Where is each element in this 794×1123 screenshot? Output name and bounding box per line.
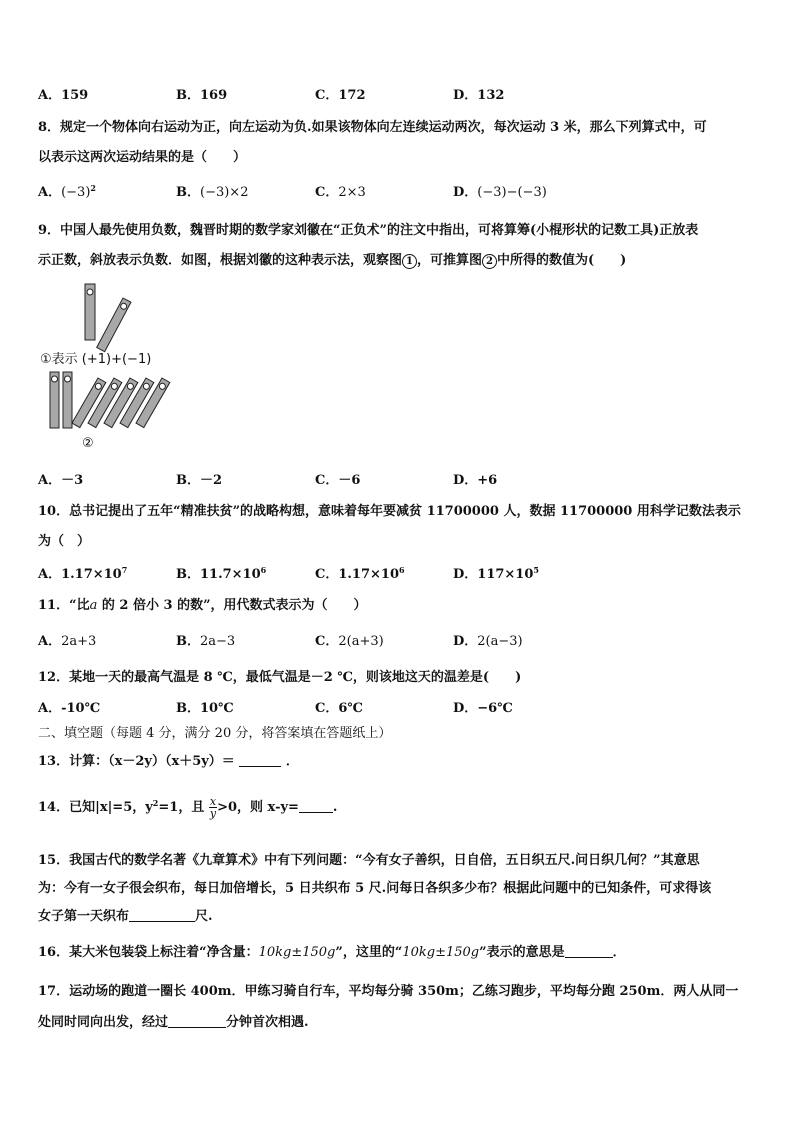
- q13-end: ．: [285, 754, 299, 769]
- q14-part2: =1，且: [158, 800, 205, 815]
- q9-option-c[interactable]: C．－6: [315, 473, 361, 488]
- q9-stem-line2: [38, 249, 626, 269]
- q14-end: .: [332, 800, 338, 815]
- q11-option-c-label: C．: [315, 634, 339, 649]
- q10-stem-line2: 为（ ）: [38, 534, 91, 549]
- q8-option-a-label: A．: [38, 185, 62, 200]
- q8-option-d-expr: (−3)−(−3): [477, 185, 547, 200]
- q8-option-b[interactable]: [176, 181, 248, 200]
- q12-options: [38, 697, 758, 715]
- q17-stem-line2: [38, 1011, 309, 1030]
- q8-option-a[interactable]: [38, 181, 96, 200]
- q10-option-d[interactable]: [453, 563, 539, 582]
- q9-stem-line1: 9．中国人最先使用负数，魏晋时期的数学家刘徽在“正负术”的注文中指出，可将算筹(小棍形状的记数工具)正放表: [38, 223, 699, 238]
- q17-stem-line1: 17．运动场的跑道一圈长 400m．甲练习骑自行车，平均每分骑 350m；乙练习跑步，平均每分跑 250m．两人从同一: [38, 984, 739, 999]
- q9-stem-part-c: 中所得的数值为( ): [497, 253, 627, 268]
- q7-option-a[interactable]: A．159: [38, 88, 89, 103]
- q9-stem-part-b: ，可推算图: [417, 253, 483, 268]
- q15-line3-end: 尺.: [195, 909, 213, 924]
- q17-line2-text: 处同时同向出发，经过: [38, 1015, 169, 1030]
- q7-option-d[interactable]: D．132: [453, 88, 505, 103]
- figure1-caption: ①表示 (+1)+(−1): [40, 352, 152, 367]
- q8-option-d-label: D．: [453, 185, 478, 200]
- q10-option-d-base: D．117×10: [453, 567, 534, 582]
- q11-option-b-expr: 2a−3: [200, 634, 236, 649]
- q11-option-a-label: A．: [38, 634, 62, 649]
- q10-option-c-base: C．1.17×10: [315, 567, 399, 582]
- q11-stem-suffix: 的 2 倍小 3 的数”，用代数式表示为（ ）: [97, 598, 367, 613]
- q13-stem: [38, 750, 299, 769]
- q8-option-c[interactable]: [315, 181, 366, 200]
- circled-1-icon: 1: [402, 254, 417, 269]
- q14-stem: [38, 788, 337, 818]
- q11-stem-prefix: 11．“比: [38, 598, 90, 613]
- rod-positive-icon: [85, 284, 95, 340]
- q11-option-d-label: D．: [453, 634, 478, 649]
- q11-option-b-label: B．: [176, 634, 200, 649]
- q11-option-c[interactable]: [315, 630, 384, 649]
- q16-end: ．: [612, 945, 626, 960]
- q11-options: [38, 630, 758, 648]
- q11-stem: [38, 594, 367, 613]
- q9-option-b[interactable]: B．－2: [176, 473, 223, 488]
- q14-fraction: [209, 796, 217, 819]
- q16-answer-blank[interactable]: [565, 945, 613, 958]
- q12-stem: 12．某地一天的最高气温是 8 ℃，最低气温是－2 ℃，则该地这天的温差是( ): [38, 670, 522, 685]
- counting-rods-svg: [38, 282, 198, 452]
- q16-stem: [38, 941, 626, 960]
- q15-line3-text: 女子第一天织布: [38, 909, 130, 924]
- q16-expr-1: 10kg±150g: [258, 945, 336, 960]
- q16-expr-2: 10kg±150g: [402, 945, 480, 960]
- q13-text: 13．计算：（x－2y）（x＋5y）＝: [38, 754, 235, 769]
- q8-options: [38, 181, 758, 199]
- q12-option-a[interactable]: A．-10℃: [38, 701, 101, 716]
- rod-negative-icon: [97, 298, 131, 352]
- q10-option-a-exp: 7: [121, 565, 128, 575]
- q8-stem-line2: 以表示这两次运动结果的是（ ）: [38, 150, 247, 165]
- q11-variable: a: [89, 598, 98, 613]
- q7-options: [38, 84, 758, 102]
- q15-stem-line1: 15．我国古代的数学名著《九章算术》中有下列问题：“今有女子善织，日自倍，五日织五尺.问日织几何？”其意思: [38, 853, 700, 868]
- rod-positive-icon: [63, 372, 72, 428]
- q11-option-c-expr: 2(a+3): [338, 634, 384, 649]
- q14-part3: >0，则 x-y=: [217, 800, 299, 815]
- q11-option-a-expr: 2a+3: [61, 634, 97, 649]
- circled-2-icon: 2: [482, 254, 497, 269]
- q12-option-d[interactable]: D．−6℃: [453, 701, 513, 716]
- counting-rods-figure: [38, 282, 198, 456]
- q8-option-d[interactable]: [453, 181, 547, 200]
- q14-fraction-num: x: [209, 795, 217, 808]
- q8-option-b-expr: (−3)×2: [200, 185, 249, 200]
- q14-part1: 14．已知|x|=5，y: [38, 800, 153, 815]
- q15-answer-blank[interactable]: [129, 909, 195, 922]
- q10-options: [38, 563, 758, 581]
- q14-answer-blank[interactable]: [299, 800, 333, 813]
- q7-option-c[interactable]: C．172: [315, 88, 366, 103]
- q8-option-a-sup: 2: [90, 183, 96, 193]
- q11-option-d[interactable]: [453, 630, 523, 649]
- q15-stem-line3: [38, 905, 213, 924]
- q10-option-b-exp: 6: [260, 565, 267, 575]
- q15-stem-line2: 为：今有一女子很会织布，每日加倍增长，5 日共织布 5 尺.问每日各织多少布？根据此问题中的已知条件，可求得该: [38, 881, 712, 896]
- q8-option-b-label: B．: [176, 185, 200, 200]
- q10-option-b-base: B．11.7×10: [176, 567, 261, 582]
- q10-option-c[interactable]: [315, 563, 405, 582]
- q10-stem-line1: 10．总书记提出了五年“精准扶贫”的战略构想，意味着每年要减贫 11700000 人，数据 11700000 用科学记数法表示: [38, 504, 741, 519]
- q9-option-a[interactable]: A．－3: [38, 473, 84, 488]
- figure2-caption: ②: [82, 436, 94, 451]
- rod-positive-icon: [50, 372, 59, 428]
- q8-option-c-label: C．: [315, 185, 339, 200]
- q12-option-c[interactable]: C．6℃: [315, 701, 363, 716]
- q10-option-c-exp: 6: [399, 565, 405, 575]
- q8-stem-line1: 8．规定一个物体向右运动为正，向左运动为负.如果该物体向左连续运动两次，每次运动 3 米，那么下列算式中，可: [38, 120, 707, 135]
- q12-option-b[interactable]: B．10℃: [176, 701, 234, 716]
- q17-answer-blank[interactable]: [168, 1015, 226, 1028]
- section-title-fill-in: 二、填空题（每题 4 分，满分 20 分，将答案填在答题纸上）: [38, 726, 392, 741]
- q7-option-b[interactable]: B．169: [176, 88, 228, 103]
- q14-fraction-den: y: [209, 807, 217, 820]
- q9-options: [38, 469, 758, 487]
- q10-option-d-exp: 5: [533, 565, 539, 575]
- q17-line2-end: 分钟首次相遇.: [226, 1015, 309, 1030]
- q11-option-b[interactable]: [176, 630, 235, 649]
- q10-option-b[interactable]: [176, 563, 266, 582]
- q10-option-a-base: A．1.17×10: [38, 567, 122, 582]
- q10-option-a[interactable]: [38, 563, 127, 582]
- q11-option-a[interactable]: [38, 630, 96, 649]
- q8-option-a-expr: (−3): [61, 185, 91, 200]
- q16-part3: ”表示的意思是: [479, 945, 565, 960]
- q16-part1: 16．某大米包装袋上标注着“净含量：: [38, 945, 259, 960]
- q11-option-d-expr: 2(a−3): [477, 634, 523, 649]
- q9-option-d[interactable]: D．+6: [453, 473, 498, 488]
- q16-part2: ”，这里的“: [335, 945, 403, 960]
- q8-option-c-expr: 2×3: [338, 185, 366, 200]
- q14-sup: 2: [152, 798, 159, 808]
- q13-answer-blank[interactable]: [239, 754, 281, 767]
- q9-stem-part-a: 示正数，斜放表示负数．如图，根据刘徽的这种表示法，观察图: [38, 253, 403, 268]
